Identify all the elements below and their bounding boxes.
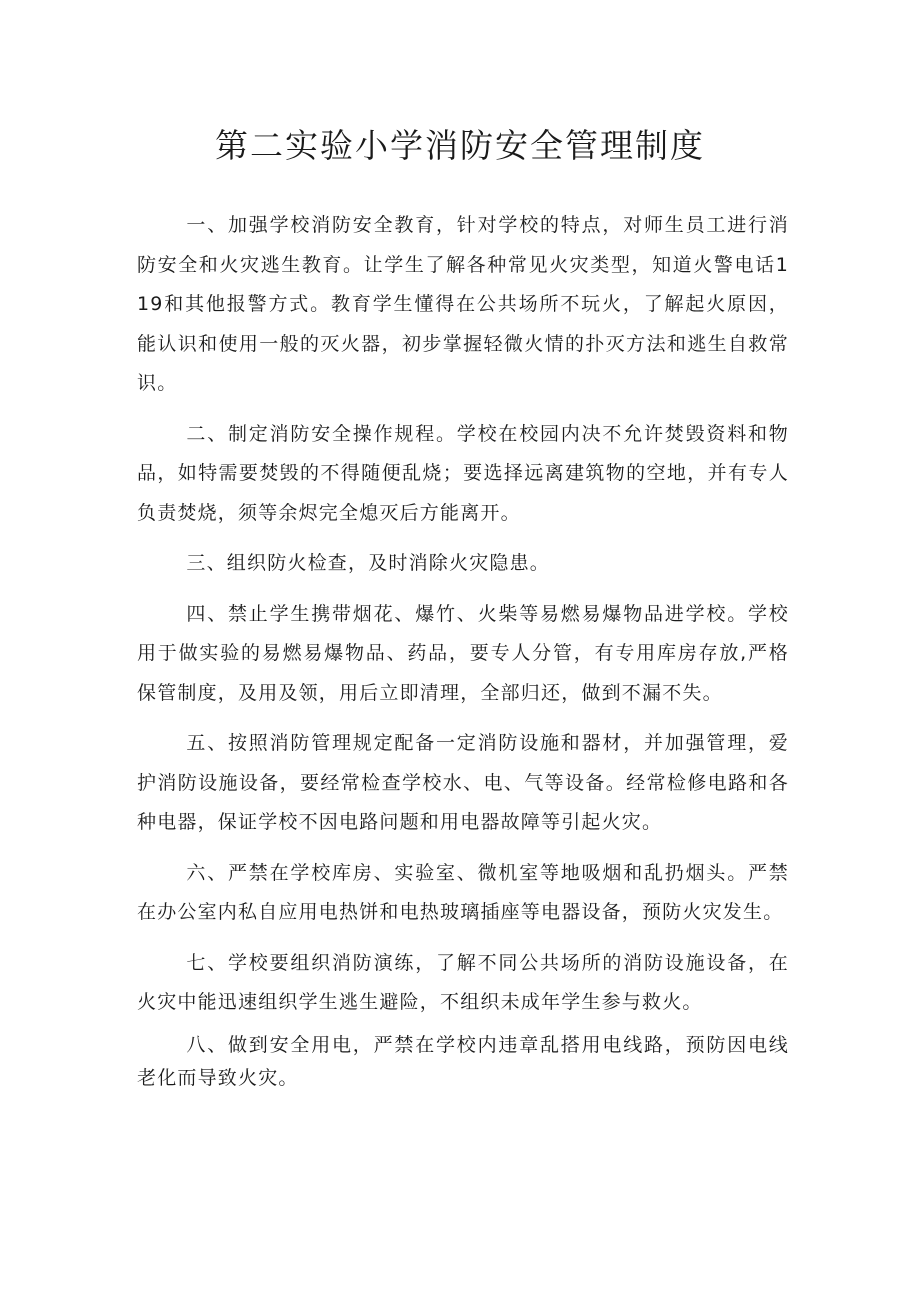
paragraph-6: 六、严禁在学校库房、实验室、微机室等地吸烟和乱扔烟头。严禁在办公室内私自应用电热饼和电热玻璃插座等电器设备，预防火灾发生。 bbox=[137, 861, 789, 923]
paragraph-7: 七、学校要组织消防演练，了解不同公共场所的消防设施设备，在火灾中能迅速组织学生逃生避险，不组织未成年学生参与救火。 bbox=[137, 951, 789, 1013]
paragraph-2: 二、制定消防安全操作规程。学校在校园内决不允许焚毁资料和物品，如特需要焚毁的不得随便乱烧；要选择远离建筑物的空地，并有专人负责焚烧，须等余烬完全熄灭后方能离开。 bbox=[137, 422, 789, 524]
document-body bbox=[137, 206, 789, 1095]
paragraph-5: 五、按照消防管理规定配备一定消防设施和器材，并加强管理，爱护消防设施设备，要经常检查学校水、电、气等设备。经常检修电路和各种电器，保证学校不因电路问题和用电器故障等引起火灾。 bbox=[137, 732, 789, 833]
paragraph-8: 八、做到安全用电，严禁在学校内违章乱搭用电线路，预防因电线老化而导致火灾。 bbox=[137, 1033, 789, 1089]
document-title: 第二实验小学消防安全管理制度 bbox=[215, 126, 705, 165]
paragraph-1: 一、加强学校消防安全教育，针对学校的特点，对师生员工进行消防安全和火灾逃生教育。让学生了解各种常见火灾类型，知道火警电话119和其他报警方式。教育学生懂得在公共场所不玩火，了解起火原因，能认识和使用一般的灭火器，初步掌握轻微火情的扑灭方法和逃生自救常识。 bbox=[137, 214, 789, 394]
paragraph-3: 三、组织防火检查，及时消除火灾隐患。 bbox=[186, 552, 550, 574]
paragraph-4: 四、禁止学生携带烟花、爆竹、火柴等易燃易爆物品进学校。学校用于做实验的易燃易爆物品、药品，要专人分管，有专用库房存放,严格保管制度，及用及领，用后立即清理，全部归还，做到不漏不失。 bbox=[137, 602, 789, 704]
